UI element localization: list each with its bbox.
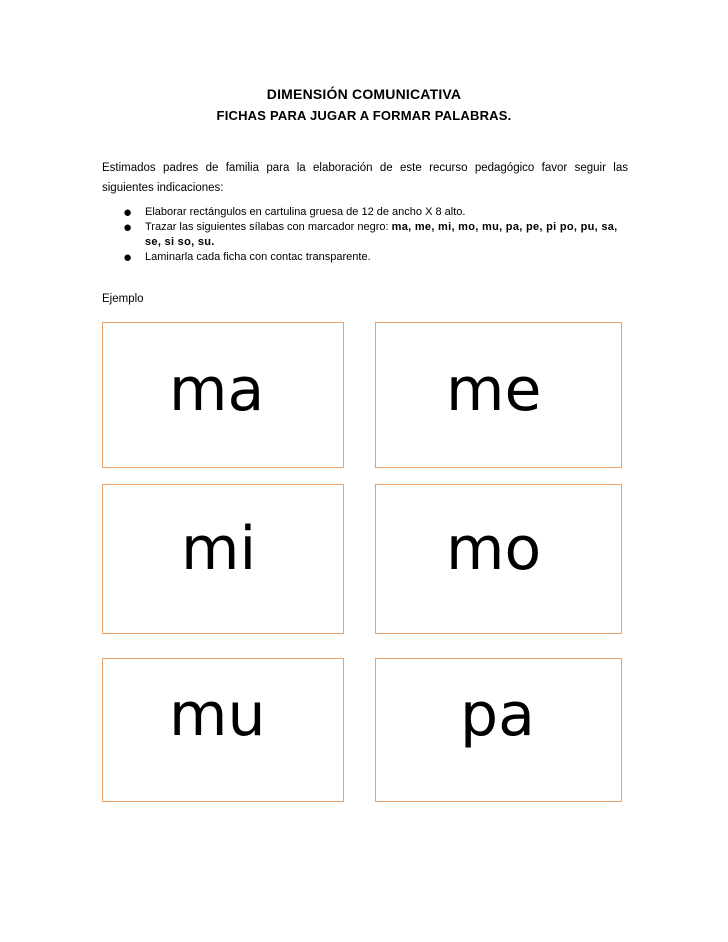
example-label: Ejemplo bbox=[102, 293, 144, 305]
page-subtitle: FICHAS PARA JUGAR A FORMAR PALABRAS. bbox=[216, 108, 512, 123]
syllable-card bbox=[102, 484, 344, 634]
instruction-syllables: ma, me, mi, mo, mu, pa, pe, pi po, pu, sa, se, si so, su. bbox=[145, 221, 618, 248]
bullet-icon: ● bbox=[123, 249, 133, 266]
instruction-text: Elaborar rectángulos en cartulina gruesa de 12 de ancho X 8 alto. bbox=[145, 206, 466, 218]
instruction-item bbox=[102, 205, 632, 220]
instruction-item bbox=[102, 250, 632, 265]
syllable-text: mi bbox=[181, 514, 257, 584]
syllable-text: mu bbox=[169, 680, 266, 750]
instruction-text: Laminarla cada ficha con contac transparente. bbox=[145, 251, 371, 263]
instruction-item bbox=[102, 220, 632, 250]
syllable-card bbox=[102, 658, 344, 802]
instruction-text: Trazar las siguientes sílabas con marcador negro: bbox=[145, 221, 392, 233]
syllable-text: pa bbox=[460, 680, 535, 750]
bullet-icon: ● bbox=[123, 219, 133, 236]
syllable-text: ma bbox=[169, 355, 265, 425]
syllable-card bbox=[102, 322, 344, 468]
page-title: DIMENSIÓN COMUNICATIVA bbox=[266, 86, 462, 102]
instructions-list bbox=[102, 205, 632, 265]
syllable-text: me bbox=[446, 355, 542, 425]
syllable-text: mo bbox=[446, 514, 542, 584]
syllable-card bbox=[375, 484, 622, 634]
syllable-card bbox=[375, 322, 622, 468]
syllable-card bbox=[375, 658, 622, 802]
intro-paragraph: Estimados padres de familia para la elaboración de este recurso pedagógico favor seguir las siguientes indicaciones: bbox=[102, 162, 628, 194]
bullet-icon: ● bbox=[123, 204, 133, 221]
